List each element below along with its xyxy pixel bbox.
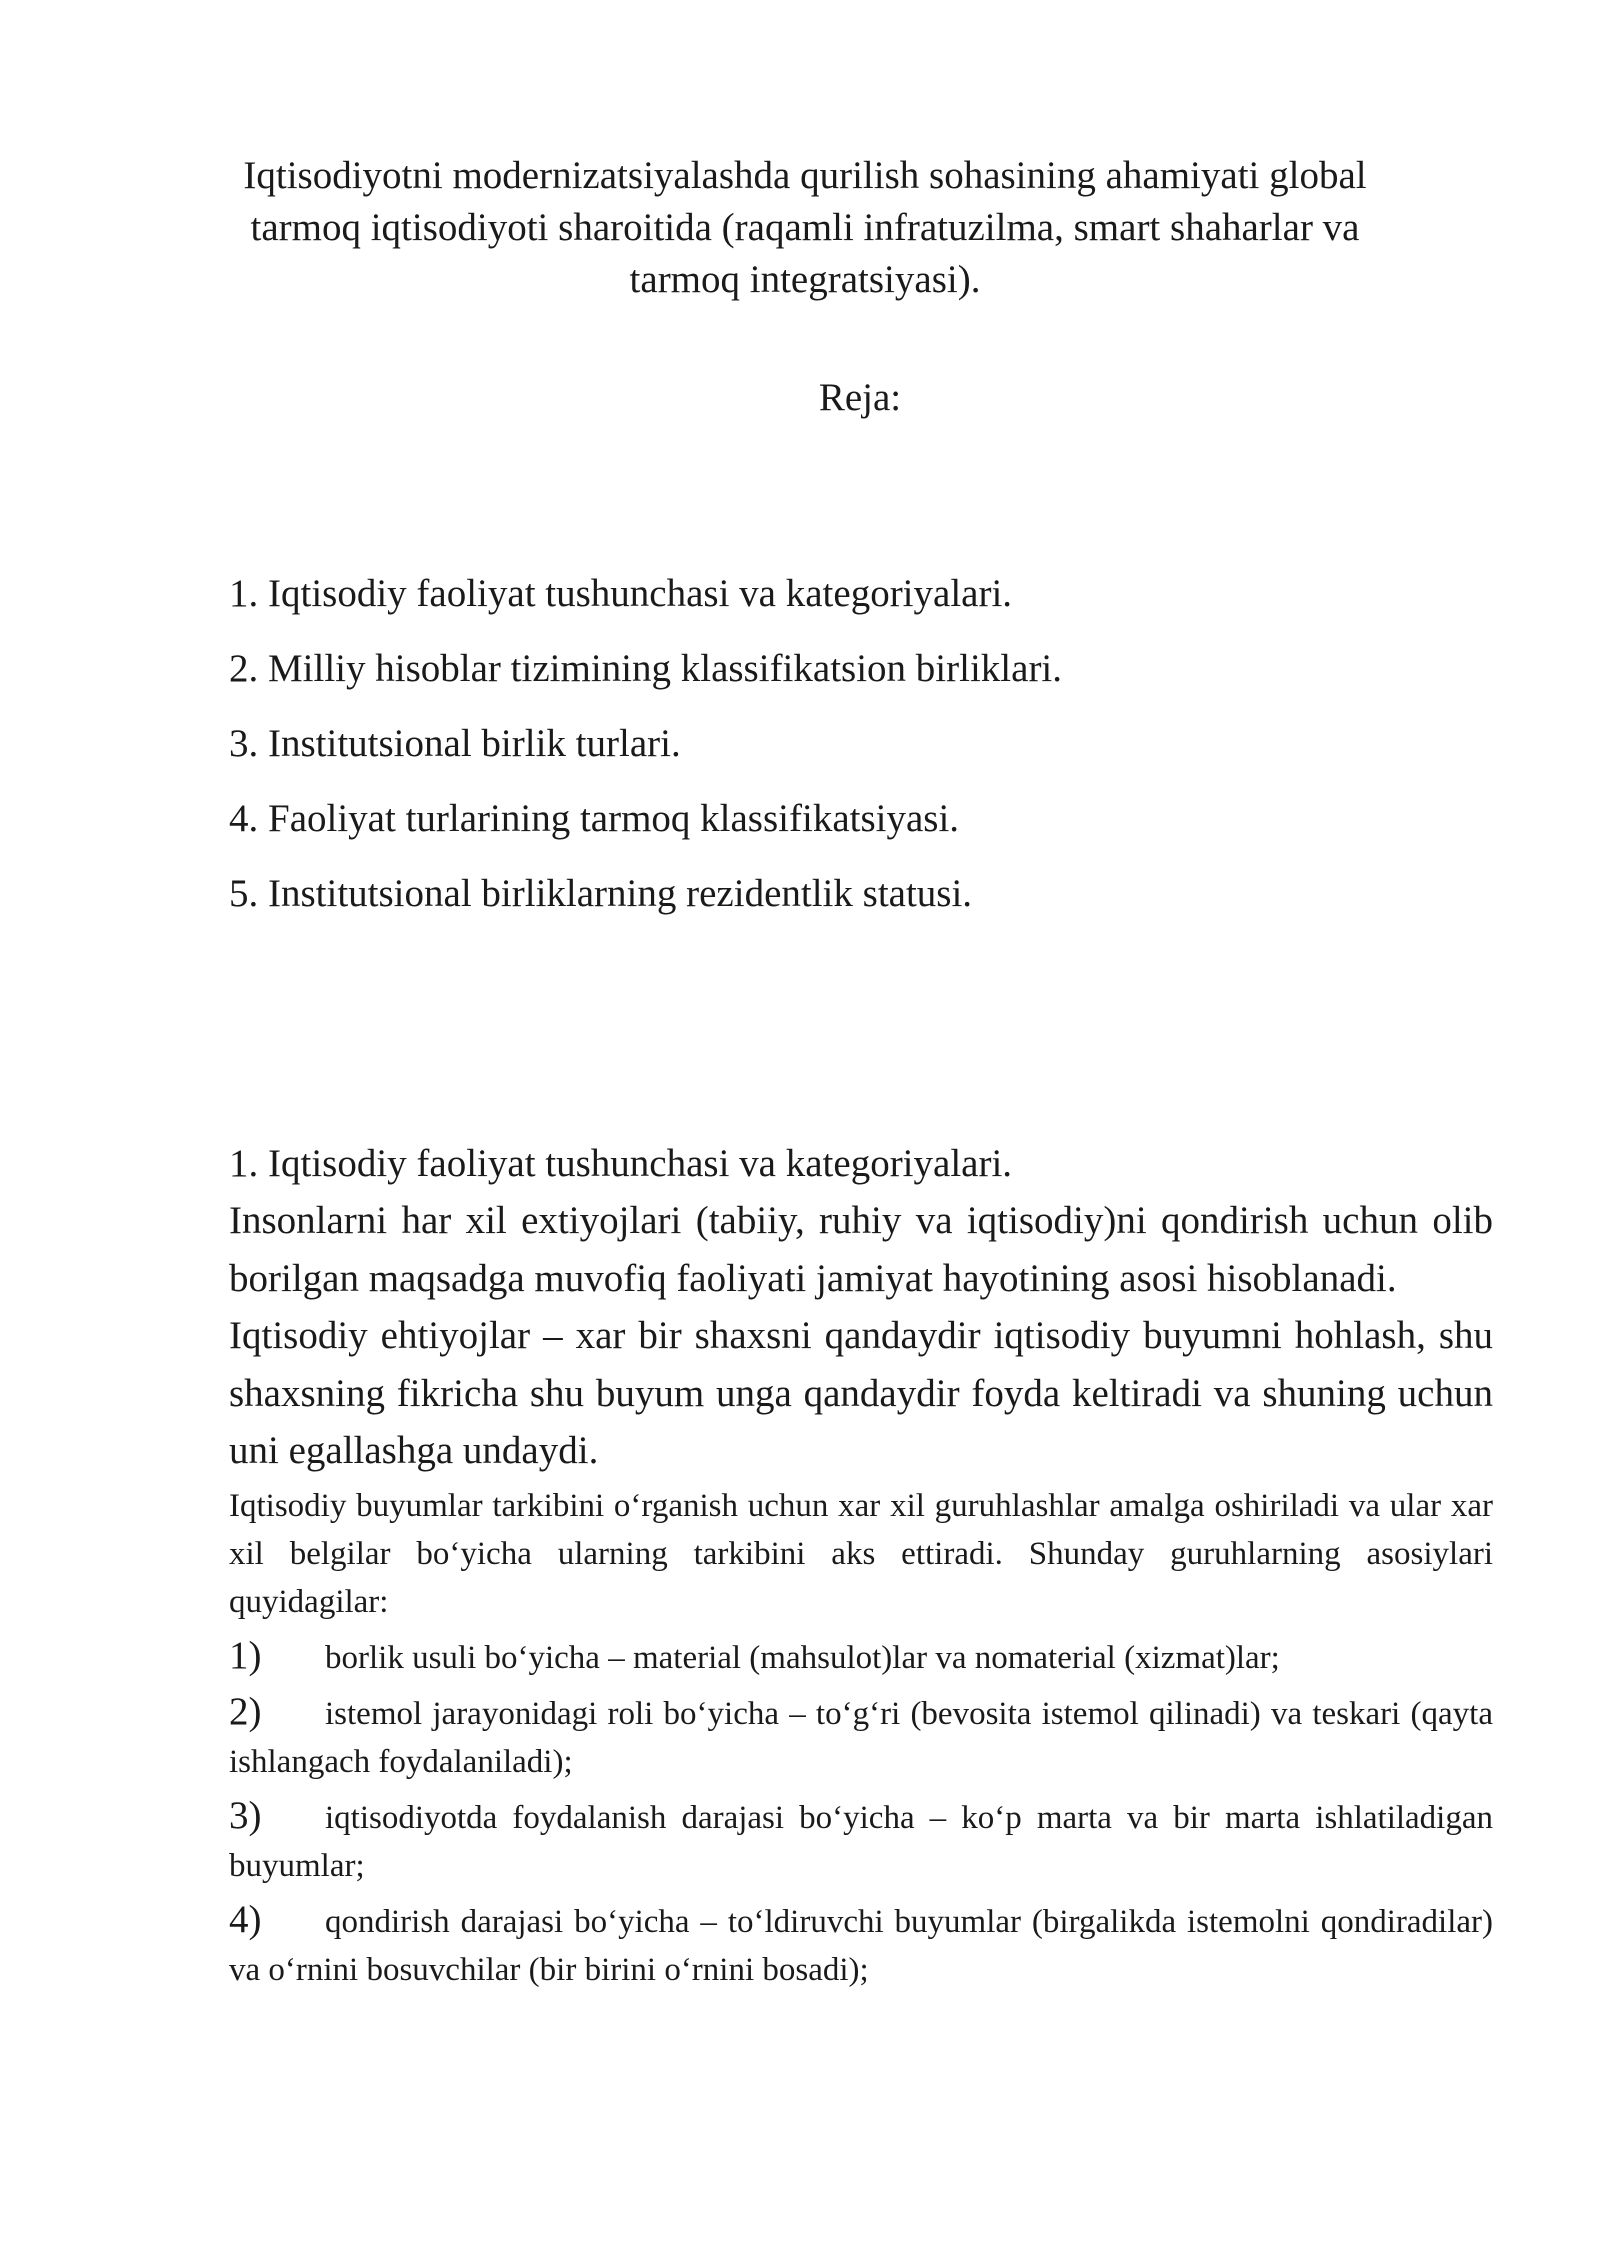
list-item-text: istemol jarayonidagi roli bo‘yicha – to‘g‘ri (bevosita istemol qilinadi) va teskari (qayta ishlangach foydalaniladi); (229, 1695, 1493, 1780)
list-item-number: 3) (229, 1793, 262, 1837)
list-item (229, 1896, 1493, 1994)
plan-item: 5. Institutsional birliklarning rezidentlik statusi. (229, 872, 973, 915)
list-item-number: 2) (229, 1689, 262, 1733)
plan-item: 1. Iqtisodiy faoliyat tushunchasi va kategoriyalari. (229, 572, 1013, 615)
body-paragraph: Iqtisodiy ehtiyojlar – xar bir shaxsni qandaydir iqtisodiy buyumni hohlash, shu shaxsning fikricha shu buyum unga qandaydir foyda keltiradi va shuning uchun uni egallashga undaydi. (229, 1314, 1493, 1472)
plan-list (229, 568, 1429, 943)
body-paragraph: Insonlarni har xil extiyojlari (tabiiy, ruhiy va iqtisodiy)ni qondirish uchun olib borilgan maqsadga muvofiq faoliyati jamiyat hayotining asosi hisoblanadi. (229, 1199, 1493, 1300)
list-item-text: qondirish darajasi bo‘yicha – to‘ldiruvchi buyumlar (birgalikda istemolni qondiradilar) va o‘rnini bosuvchilar (bir birini o‘rnini bosadi); (229, 1903, 1493, 1988)
classification-list (229, 1632, 1493, 1994)
body-paragraph-small: Iqtisodiy buyumlar tarkibini o‘rganish uchun xar xil guruhlashlar amalga oshiriladi va ular xar xil belgilar bo‘yicha ularning tarkibini aks ettiradi. Shunday guruhlarning asosiylari quyidagilar: (229, 1487, 1493, 1620)
list-item-number: 1) (229, 1633, 262, 1677)
plan-item: 4. Faoliyat turlarining tarmoq klassifikatsiyasi. (229, 797, 960, 840)
list-item-text: iqtisodiyotda foydalanish darajasi bo‘yicha – ko‘p marta va bir marta ishlatiladigan buyumlar; (229, 1799, 1493, 1884)
plan-heading: Reja: (818, 376, 902, 419)
list-item-number: 4) (229, 1897, 262, 1941)
plan-item: 2. Milliy hisoblar tizimining klassifikatsion birliklari. (229, 647, 1063, 690)
list-item (229, 1688, 1493, 1786)
section-1 (229, 1136, 1493, 1994)
list-item (229, 1792, 1493, 1890)
plan-item: 3. Institutsional birlik turlari. (229, 722, 681, 765)
list-item (229, 1632, 1493, 1682)
section-heading: 1. Iqtisodiy faoliyat tushunchasi va kategoriyalari. (229, 1142, 1013, 1185)
document-title: Iqtisodiyotni modernizatsiyalashda qurilish sohasining ahamiyati global tarmoq iqtisodiyoti sharoitida (raqamli infratuzilma, smart shaharlar va tarmoq integratsiyasi). (243, 154, 1367, 301)
list-item-text: borlik usuli bo‘yicha – material (mahsulot)lar va nomaterial (xizmat)lar; (325, 1639, 1280, 1676)
